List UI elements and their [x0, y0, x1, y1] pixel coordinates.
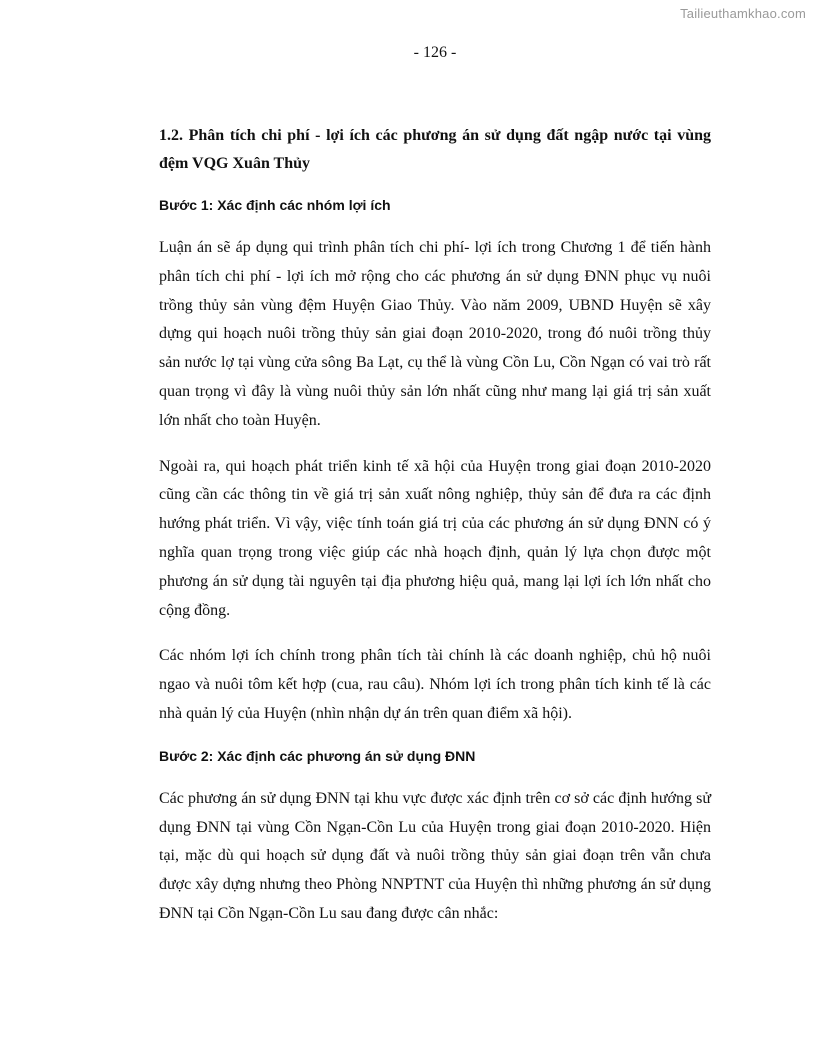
document-body [159, 122, 711, 946]
watermark: Tailieuthamkhao.com [680, 6, 806, 21]
paragraph: Các phương án sử dụng ĐNN tại khu vực được xác định trên cơ sở các định hướng sử dụng ĐNN tại vùng Cồn Ngạn-Cồn Lu của Huyện trong giai đoạn 2010-2020. Hiện tại, mặc dù qui hoạch sử dụng đất và nuôi trồng thủy sản giai đoạn trên vẫn chưa được xây dựng nhưng theo Phòng NNPTNT của Huyện thì những phương án sử dụng ĐNN tại Cồn Ngạn-Cồn Lu sau đang được cân nhắc: [159, 789, 711, 922]
paragraph: Luận án sẽ áp dụng qui trình phân tích chi phí- lợi ích trong Chương 1 để tiến hành phân tích chi phí - lợi ích mở rộng cho các phương án sử dụng ĐNN phục vụ nuôi trồng thủy sản vùng đệm Huyện Giao Thủy. Vào năm 2009, UBND Huyện sẽ xây dựng qui hoạch nuôi trồng thủy sản giai đoạn 2010-2020, trong đó nuôi trồng thủy sản nước lợ tại vùng cửa sông Ba Lạt, cụ thể là vùng Cồn Lu, Cồn Ngạn có vai trò rất quan trọng vì đây là vùng nuôi thủy sản lớn nhất cũng như mang lại giá trị sản xuất lớn nhất cho toàn Huyện. [159, 239, 711, 429]
section-title: 1.2. Phân tích chi phí - lợi ích các phương án sử dụng đất ngập nước tại vùng đệm VQG Xuân Thủy [159, 127, 711, 172]
step-1-heading: Bước 1: Xác định các nhóm lợi ích [159, 197, 391, 213]
paragraph: Các nhóm lợi ích chính trong phân tích tài chính là các doanh nghiệp, chủ hộ nuôi ngao và nuôi tôm kết hợp (cua, rau câu). Nhóm lợi ích trong phân tích kinh tế là các nhà quản lý của Huyện (nhìn nhận dự án trên quan điểm xã hội). [159, 647, 711, 722]
page-number: - 126 - [413, 44, 457, 61]
paragraph: Ngoài ra, qui hoạch phát triển kinh tế xã hội của Huyện trong giai đoạn 2010-2020 cũng cần các thông tin về giá trị sản xuất nông nghiệp, thủy sản để đưa ra các định hướng phát triển. Vì vậy, việc tính toán giá trị của các phương án sử dụng ĐNN có ý nghĩa quan trọng trong việc giúp các nhà hoạch định, quản lý lựa chọn được một phương án sử dụng tài nguyên tại địa phương hiệu quả, mang lại lợi ích lớn nhất cho cộng đồng. [159, 457, 711, 619]
step-2-heading: Bước 2: Xác định các phương án sử dụng ĐNN [159, 747, 476, 764]
